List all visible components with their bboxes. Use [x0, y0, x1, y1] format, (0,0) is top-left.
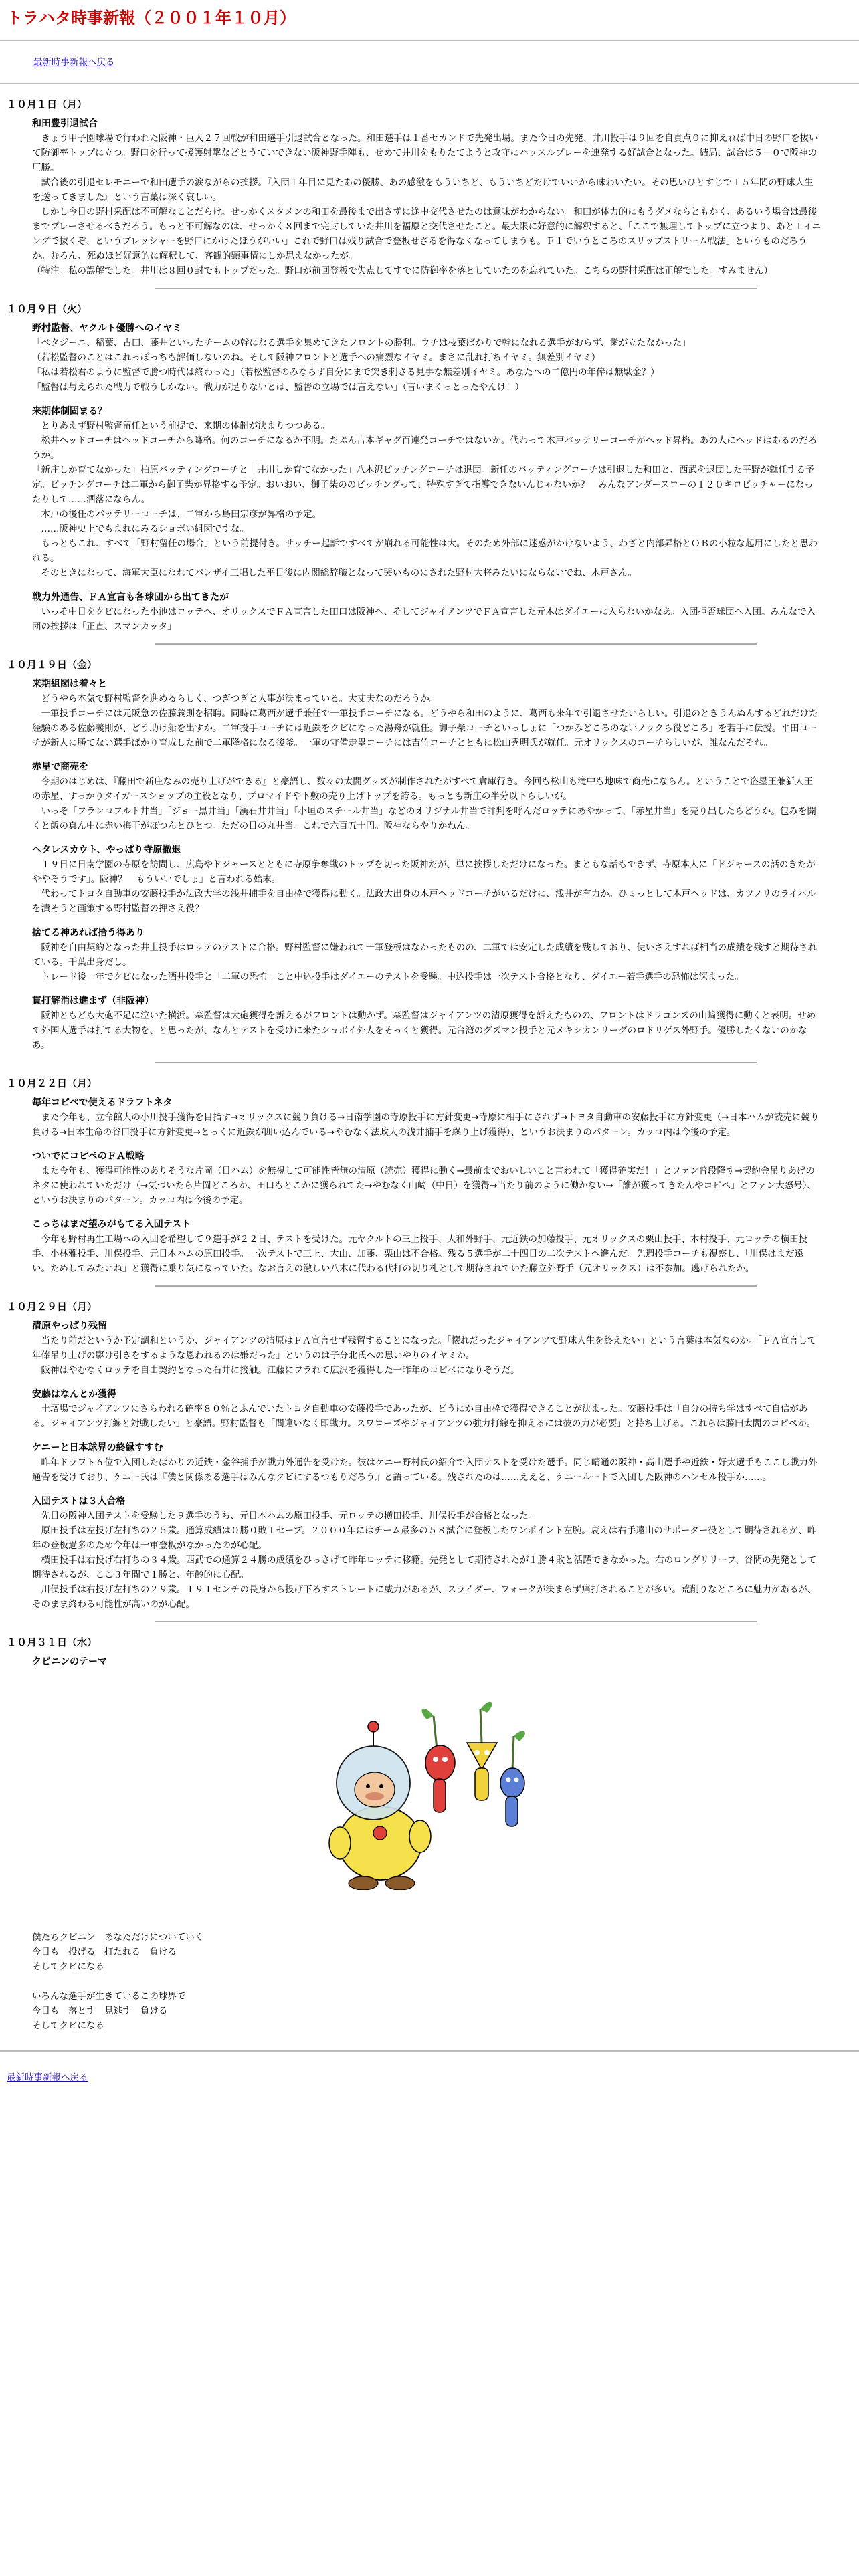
article-paragraph: いっそ「フランコフルト井当」「ジョー黒井当」「漢石井井当」「小垣のスチール井当」などのオリジナル井当で評判を呼んだロッテにあやかって、「赤星井当」を売り出したらどうか。包みを開くと飯の真ん中に赤い梅干がぽつんとひとつ。ただの日の丸井当。これで六百五十円。阪神ならやりかねん。: [32, 806, 816, 831]
article-paragraph: 先日の阪神入団テストを受験した９選手のうち、元日本ハムの原田投手、元ロッテの横田投手、川俣投手が合格となった。: [41, 1511, 538, 1521]
article-paragraph: ……阪神史上でもまれにみるショボい組閣ですな。: [41, 524, 249, 534]
article-title: 和田豊引退試合: [32, 118, 98, 129]
article-paragraph: 「ベタジーニ、稲葉、古田、藤井といったチームの幹になる選手を集めてきたフロントの勝利。ウチは枝葉ばかりで幹になれる選手がおらず、歯が立たなかった」: [32, 338, 691, 348]
date-heading: １０月２９日（月）: [7, 1301, 98, 1313]
article-paragraph: 原田投手は左投げ左打ちの２５歳。通算成績は０勝０敗１セーブ。２０００年にはチーム最多の５８試合に登板したワンポイント左腕。衰えは右手遠山のサポーター役として期待されるが、昨年の登板過多のため今年は一軍登板がなかったのが心配。: [32, 1525, 817, 1551]
date-heading: １０月１日（月）: [7, 98, 88, 110]
article: [32, 926, 822, 984]
captain-olimar-icon: [329, 1721, 431, 1890]
article: [32, 1387, 822, 1431]
article-title: ついでにコピペのＦＡ戦略: [32, 1151, 145, 1162]
article-paragraph: 一軍投手コーチには元阪急の佐藤義則を招聘。同時に葛西が選手兼任で一軍投手コーチになる。どうやら和田のように、葛西も来年で引退させたいらしい。引退のときうんぬんするどれだけた経験のある佐藤義則が、どう助け船を出すか。二軍投手コーチには近鉄をクビになった湯舟が就任。御子柴コーチといっしょに「つかみどころのないノックら役どころ」を若手に伝授。平田コーチが新人に勝てない選手ばかり育成した前で二軍降格になる後釜。一軍の守備走塁コーチには吉竹コーチとともに松山秀明氏が就任。元オリックスのコーチらしいが、誰なんだそれ。: [32, 708, 818, 748]
article-title: 戦力外通告、ＦＡ宣言も各球団から出てきたが: [32, 592, 229, 603]
article-paragraph: １９日に日南学園の寺原を訪問し、広島やドジャースとともに寺原争奪戦のトップを切った阪神だが、単に挨拶しただけになった。まともな話もできず、寺原本人に「ドジャースの話のきたがややそうです」。阪神？ もういいでしょ」と言われる始末。: [32, 859, 816, 885]
article-paragraph: いっそ中日をクビになった小池はロッテへ、オリックスでＦＡ宣言した田口は阪神へ、そしてジャイアンツでＦＡ宣言した元木はダイエーに入らないかなあ。入団拒否球団へ入団。みんなで入団の挨拶は「正直、スマンカッタ」: [32, 607, 816, 632]
article: [32, 404, 822, 580]
article-paragraph: もっともこれ、すべて「野村留任の場合」という前提付き。サッチー起訴ですべてが崩れる可能性は大。そのため外部に迷惑がかけないよう、わざと内部昇格とＯＢの小粒な起用にしたと思われる。: [32, 538, 818, 564]
article-paragraph: トレード後一年でクビになった酒井投手と「二軍の恐怖」こと中込投手はダイエーのテストを受験。中込投手は一次テスト合格となり、ダイエー若手選手の恐怖は深まった。: [41, 972, 744, 982]
article-title: クビニンのテーマ: [32, 1656, 107, 1667]
article-paragraph: 昨年ドラフト６位で入団したばかりの近鉄・金谷捕手が戦力外通告を受けた。彼はケニー野村氏の紹介で入団テストを受けた選手。同じ晴通の阪神・高山選手や近鉄・好太選手もここし戦力外通告を受けており、ケニー氏は『僕と関係ある選手はみんなクビにするつもりだろう』と語っている。残されたのは……ええと、ケニールートで入団した阪神のハンセル投手か……。: [32, 1457, 818, 1483]
section-divider: [155, 643, 757, 645]
article: [32, 590, 822, 634]
date-heading: １０月１９日（金）: [7, 659, 98, 671]
article-title: ヘタレスカウト、やっぱり寺原撤退: [32, 845, 181, 855]
article-title: 入団テストは３人合格: [32, 1496, 126, 1507]
article-title: 貫打解消は進まず（非阪神）: [32, 996, 154, 1006]
poem-line: そしてクビになる: [32, 2020, 104, 2031]
poem-line: 僕たちクビニン あなただけについていく: [32, 1932, 204, 1943]
date-heading: １０月９日（火）: [7, 303, 88, 315]
latest-news-link[interactable]: 最新時事新報へ戻る: [33, 57, 115, 68]
article: [32, 1319, 822, 1378]
article: [32, 843, 822, 916]
article: [32, 1217, 822, 1276]
article-paragraph: 松井ヘッドコーチはヘッドコーチから降格。何のコーチになるか不明。たぶん吉本ギャグ百連発コーチではないか。代わって木戸バッテリーコーチがヘッド昇格。あの人にヘッドはあるのだろうか。: [32, 435, 818, 461]
article: [32, 1149, 822, 1208]
article-title: 捨てる神あれば拾う得あり: [32, 928, 145, 938]
article-paragraph: 阪神を自由契約となった井上投手はロッテのテストに合格。野村監督に嫌われて一軍登板はなかったものの、二軍では安定した成績を残しており、使いさえすれば相当の成績を残すと期待されている。千葉出身だし。: [32, 942, 818, 968]
poem: [32, 1930, 859, 2033]
article-paragraph: 阪神ともども大砲不足に泣いた横浜。森監督は大砲獲得を訴えるがフロントは動かず。森監督はジャイアンツの清原獲得を訴えたものの、フロントはドラゴンズの山﨑獲得に動くと表明。せめて外国人選手は打てる大物を、と思ったが、なんとテストを受けに来たショボイ外人をそっくと獲得。元台湾のグズマン投手と元メキシカンリーグのロドリゲス外野手。優勝したくないのかなあ。: [32, 1010, 816, 1051]
article: [32, 116, 822, 278]
article-title: 野村監督、ヤクルト優勝へのイヤミ: [32, 323, 182, 334]
poem-line: 今日も 投げる 打たれる 負ける: [32, 1947, 177, 1957]
article-title: 安藤はなんとか獲得: [32, 1389, 116, 1400]
article-title: 来期体制固まる？: [32, 406, 107, 417]
date-heading: １０月２２日（月）: [7, 1077, 98, 1089]
header-divider: [0, 83, 859, 84]
article: [32, 1654, 822, 1669]
article-paragraph: 川俣投手は右投げ左打ちの２９歳。１９１センチの長身から投げ下ろすストレートに威力があるが、スライダー、フォークが決まらず痛打されることが多い。荒削りなところに魅力があるが、そのまま終わる可能性が高いのが心配。: [32, 1584, 817, 1610]
article-paragraph: 代わってトヨタ自動車の安藤投手か法政大学の浅井捕手を自由枠で獲得に動く。法政大出身の木戸ヘッドコーチがいるだけに、浅井が有力か。ひょっとして木戸ヘッドは、カツノリのライバルを潰そうと画策する野村監督の押さえ役？: [32, 889, 816, 914]
article-paragraph: 木戸の後任のバッテリーコーチは、二軍から島田宗彦が昇格の予定。: [41, 509, 321, 520]
date-heading: １０月３１日（水）: [7, 1636, 98, 1648]
article-title: 毎年コピペで使えるドラフトネタ: [32, 1097, 173, 1108]
article-paragraph: 試合後の引退セレモニーで和田選手の涙ながらの挨拶。『入団１年目に見たあの優勝、あの感激をもういちど、もういちどだけでいいから味わいたい。その思いひとすじで１５年間の野球人生を送ってきました』という言葉は深く哀しい。: [32, 177, 814, 203]
article-paragraph: 阪神はやむなくロッテを自由契約となった石井に接触。江藤にフラれて広沢を獲得した一昨年のコピペになりそうだ。: [41, 1365, 520, 1376]
poem-line: 今日も 落とす 見逃す 負ける: [32, 2006, 168, 2016]
article-paragraph: 今期のはじめは、『藤田で新庄なみの売り上げができる』と豪語し、数々の太閤グッズが制作されたがすべて倉庫行き。今回も松山も滝中も地味で商売にならん。ということで盗塁王兼新人王の赤星、すっかりタイガースショップの主役となり、プロマイドや下敷の売り上げトップを誇る。もっとも新庄の半分以下らしいが。: [32, 776, 814, 802]
bottom-latest-news-link[interactable]: 最新時事新報へ戻る: [7, 2072, 88, 2083]
article: [32, 677, 822, 750]
article-title: 清原やっぱり残留: [32, 1321, 107, 1331]
red-pikmin-icon: [422, 1709, 455, 1812]
article: [32, 994, 822, 1053]
section-divider: [155, 1062, 757, 1063]
yellow-pikmin-icon: [467, 1702, 497, 1800]
article-paragraph: また今年も、獲得可能性のありそうな片岡（日ハム）を無視して可能性皆無の清原（読売）獲得に動く→最前までおいしいこと言われて「獲得確実だ！」とファン普段降す→契約金吊りあげのネタに使われていただけ（→気づいたら片岡どころか、田口もとこかに獲られてた→やむなく山崎（中日）を獲得→当たり前のように働かない→「誰が獲ってきたんやコピペ」とファン大怒号）、というお決まりのパターン。カッコ内は今後の予定。: [32, 1166, 816, 1206]
article-paragraph: 当たり前だというか予定調和というか、ジャイアンツの清原はＦＡ宣言せず残留することになった。「懐れだったジャイアンツで野球人生を終えたい」という言葉は本気なのか。「ＦＡ宣言して年俸吊り上げの駆け引きをするような恩われるのは嫌だった」というのは子分北氏への思いやりのイヤミか。: [32, 1335, 817, 1361]
article: [32, 760, 822, 833]
poem-line: そしてクビになる: [32, 1961, 104, 1972]
section-divider: [155, 1285, 757, 1287]
section-divider: [155, 288, 757, 289]
article-paragraph: 土壇場でジャイアンツにさらわれる確率８０％とふんでいたトヨタ自動車の安藤投手であったが、どうにか自由枠で獲得できることが決まった。安藤投手は「自分の持ち学はすべて自信がある。ジャイアンツ打線と対戦したい」と豪語。野村監督も「間違いなく即戦力。スワローズやジャイアンツの強力打線を抑えるには彼の力が必要」と持ち上げる。これらは藤田太閤のコピペか。: [32, 1404, 816, 1429]
article-paragraph: 「新庄しか育てなかった」柏原バッティングコーチと「井川しか育てなかった」八木沢ピッチングコーチは退団。新任のバッティングコーチは引退した和田と、西武を退団した平野が就任する予定。ピッチングコーチは二軍から御子柴が昇格する予定。おいおい、御子柴ののピッチングって、特殊すぎて指導できないんじゃないか？ みんなアンダースローの１２０キロピッチャーになったりして……洒落にならん。: [32, 465, 815, 505]
article-paragraph: （特注。私の誤解でした。井川は８回０封でもトップだった。野口が前回登板で失点してすでに防御率を落としていたのを忘れていた。こちらの野村采配は正解でした。すみません）: [32, 265, 773, 276]
page-title: トラハタ時事新報（２００１年１０月）: [7, 9, 296, 27]
section-divider: [155, 1621, 757, 1622]
blue-pikmin-icon: [500, 1731, 525, 1826]
article: [32, 1440, 822, 1485]
article-paragraph: また今年も、立命館大の小川投手獲得を目指す→オリックスに競り負ける→日南学園の寺原投手に方針変更→寺原に相手にされず→トヨタ自動車の安藤投手に方針変更（→日本ハムが読売に競り負ける→日本生命の谷口投手に方針変更→とっくに近鉄が囲い込んでいる→やむなく法政大の浅井捕手を繰り上げ獲得）、というお決まりのパターン。カッコ内は今後の予定。: [32, 1112, 820, 1138]
footer-divider: [0, 2050, 859, 2052]
pikmin-illustration: [300, 1689, 541, 1903]
article-paragraph: 今年も野村再生工場への入団を希望して９選手が２２日、テストを受けた。元ヤクルトの三上投手、大和外野手、元近鉄の加藤投手、元オリックスの栗山投手、木村投手、元ロッテの横田投手、小林雅投手、川俣投手、元日本ハムの原田投手。一次テストで三上、大山、加藤、栗山は不合格。残る５選手が二十四日の二次テストへ進んだ。先週投手コーチも視察し、「川俣はまだ遠い。ためしてみたいね」と獲得に乗り気になっていた。なお言えの激しい八木に代わる代打の切り札として期待されていた藤立外野手（元オリックス）は不参加。逃げられたか。: [32, 1234, 808, 1274]
article-paragraph: （若松監督のことはこれっぽっちも評価しないのね。そして阪神フロントと選手への痛烈なイヤミ。まさに乱れ打ちイヤミ。無差別イヤミ）: [32, 352, 601, 363]
article-paragraph: 「私は若松君のように監督で勝つ時代は終わった」（若松監督のみならず自分にまで突き刺さる見事な無差別イヤミ。あなたへの二億円の年俸は無駄金？）: [32, 367, 660, 378]
article-title: ケニーと日本球界の終縁すすむ: [32, 1442, 163, 1453]
poem-line: いろんな選手が生きているこの球界で: [32, 1991, 186, 2002]
article: [32, 321, 822, 395]
article: [32, 1095, 822, 1140]
article-paragraph: しかし今日の野村采配は不可解なことだらけ。せっかくスタメンの和田を最後まで出さずに途中交代させたのは意味がわからない。和田が体力的にもうダメならともかく、あるいう場合は最後までプレーさせるべきだろう。もっと不可解なのは、せっかく８回まで完封していた井川を福原と交代させたこと。最大限に好意的に解釈すると、「ここで無理してトップに立つより、あと１イニングで抜くぞ、というプレッシャーを野口にかけたほうがいい」これで野口は残り試合で登板せざるを得なくなってしまうも。Ｆ１でいうところのスリップストリーム戦法」というものだろうか。むろん、死ぬほど好意的に解釈して、客観的顕事情にしか思えなかったが。: [32, 207, 822, 261]
article-title: 赤星で商売を: [32, 762, 88, 772]
article-paragraph: きょう甲子園球場で行われた阪神・巨人２７回戦が和田選手引退試合となった。和田選手は１番セカンドで先発出場。また今日の先発、井川投手は９回を自責点０に抑えれば中日の野口を抜いて防御率トップに立つ。野口を行って援護射撃などとうていできない阪神野手陣も、せめて井川をもりたてようと攻守にハッスルプレーを連発する好試合となった。結局、試合は５－０で阪神の圧勝。: [32, 133, 818, 173]
sections-container: [0, 96, 859, 1903]
article: [32, 1494, 822, 1612]
article-paragraph: 横田投手は右投げ右打ちの３４歳。西武での通算２４勝の成績をひっさげて昨年ロッテに移籍。先発として期待されたが１勝４敗と活躍できなかった。右のロングリリーフ、谷間の先発として期待されるが、ここ３年間で１勝と、年齢的に心配。: [32, 1555, 817, 1580]
article-paragraph: 「監督は与えられた戦力で戦うしかない。戦力が足りないとは、監督の立場では言えない」（言いまくっとったやんけ！）: [32, 382, 524, 393]
article-title: 来期組閣は着々と: [32, 679, 107, 689]
article-paragraph: どうやら本気で野村監督を進めるらしく、つぎつぎと人事が決まっている。大丈夫なのだろうか。: [41, 693, 439, 704]
title-divider: [0, 40, 859, 41]
article-title: こっちはまだ望みがもてる入団テスト: [32, 1219, 191, 1230]
article-paragraph: そのときになって、海軍大臣になれてパンザイ三唱した平日後に内閣総辞職となって哭いものにされた野村大将みたいにならないでね、木戸さん。: [41, 568, 638, 578]
article-paragraph: とりあえず野村監督留任という前提で、来期の体制が決まりつつある。: [41, 421, 330, 431]
